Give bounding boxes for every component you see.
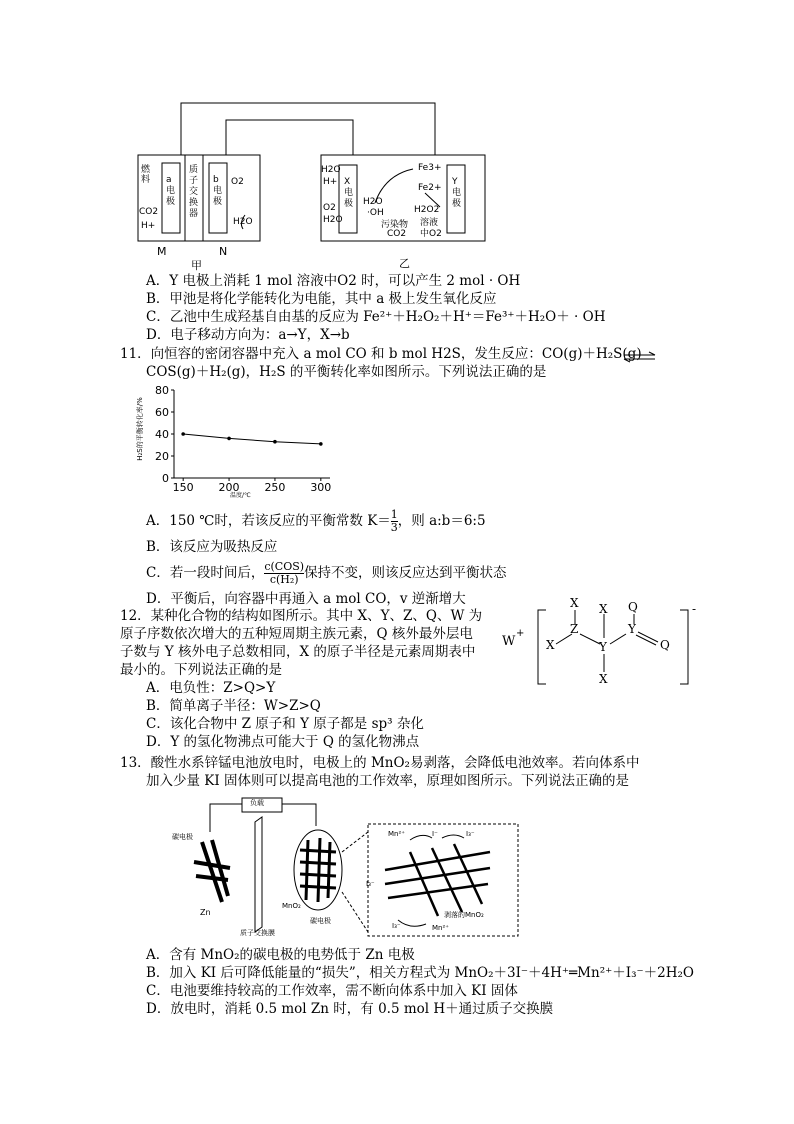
q10-option-d: D．电子移动方向为：a→Y，X→b: [146, 327, 350, 343]
x-electrode-label: X电极: [344, 177, 354, 209]
q10-option-b: B．甲池是将化学能转化为电能，其中 a 极上发生氧化反应: [146, 291, 497, 307]
chart-series-line: [183, 434, 321, 444]
yi-caption: 乙: [399, 257, 410, 270]
atom-y-center: Y: [599, 640, 607, 654]
w-charge: +: [516, 628, 525, 639]
q11-option-a-pre: A．150 ℃时，若该反应的平衡常数 K＝: [146, 513, 391, 529]
q11-option-c: [146, 561, 507, 586]
q11-stem-line1: 11．向恒容的密闭容器中充入 a mol CO 和 b mol H2S，发生反应：CO(g)＋H₂S(g): [120, 346, 642, 362]
chart-y-tick-label: 20: [155, 450, 169, 463]
q12-stem-line4: 最小的。下列说法正确的是: [120, 662, 282, 678]
chart-x-tick-label: 250: [264, 481, 286, 492]
q11-option-c-post: 保持不变，则该反应达到平衡状态: [304, 565, 507, 581]
atom-x-bottom: X: [599, 672, 608, 686]
q11-option-c-pre: C．若一段时间后，: [146, 565, 265, 581]
chart-point: [319, 442, 323, 446]
q11-option-d: D．平衡后，向容器中再通入 a mol CO，v 逆渐增大: [146, 591, 466, 607]
ratio-denominator: c(H₂): [269, 573, 299, 586]
q12-option-c: C．该化合物中 Z 原子和 Y 原子都是 sp³ 杂化: [146, 716, 424, 732]
chart-y-tick-label: 0: [162, 472, 169, 485]
i-minus-top-label: I⁻: [432, 830, 438, 838]
mn2-top-label: Mn²⁺: [388, 830, 405, 838]
atom-x-top: X: [570, 596, 579, 610]
carbon-electrode-2-label: 碳电极: [310, 917, 331, 925]
fuel-label: 燃料: [141, 165, 151, 185]
h2o2-label: H2O2: [414, 205, 440, 215]
atom-x-left: X: [546, 638, 555, 652]
q11-option-b: B．该反应为吸热反应: [146, 539, 278, 555]
atom-w: W: [502, 634, 516, 649]
o2-right-label: O2: [323, 203, 336, 213]
h2s-conversion-chart: [135, 382, 340, 499]
i3-top-label: I₃⁻: [466, 830, 475, 838]
k-numerator: 1: [390, 508, 398, 521]
chart-point: [227, 437, 231, 441]
carbon-electrode-label: 碳电极: [172, 833, 193, 841]
oh-label: ·OH: [367, 208, 384, 218]
anion-charge: -: [692, 602, 697, 616]
chart-svg: [140, 382, 340, 492]
chart-point: [273, 440, 277, 444]
chart-x-tick-label: 300: [310, 481, 332, 492]
q13-stem-line1: 13．酸性水系锌锰电池放电时，电极上的 MnO₂易剥落，会降低电池效率。若向体系中: [120, 755, 640, 771]
h2o-right2-label: H2O: [323, 215, 343, 225]
q13-option-b: B．加入 KI 后可降低能量的“损失”，相关方程式为 MnO₂＋3I⁻＋4H⁺═Mn²⁺＋I₃⁻＋2H₂O: [146, 965, 694, 981]
ratio-fraction: [264, 561, 304, 586]
chart-xlabel: 温度/℃: [230, 492, 251, 499]
solution-o2-label: 溶液中O2: [420, 218, 442, 239]
chart-y-tick-label: 60: [155, 406, 169, 419]
atom-z: Z: [570, 622, 579, 636]
q12-stem-line3: 子数与 Y 核外电子总数相同，X 的原子半径是元素周期表中: [120, 644, 476, 660]
zn-label: Zn: [200, 908, 211, 917]
q13-stem-line2: 加入少量 KI 固体则可以提高电池的工作效率，原理如图所示。下列说法正确的是: [146, 773, 629, 789]
chart-x-tick-label: 150: [172, 481, 194, 492]
chart-y-tick-label: 40: [155, 428, 169, 441]
atom-y-right: Y: [628, 622, 636, 636]
q12-stem-line2: 原子序数依次增大的五种短周期主族元素，Q 核外最外层电: [120, 626, 473, 642]
q11-stem-line2: COS(g)＋H₂(g)，H₂S 的平衡转化率如图所示。下列说法正确的是: [146, 364, 547, 380]
pollutant-label: 污染物: [381, 220, 409, 230]
fe2-label: Fe2+: [418, 183, 442, 193]
h2o-right-label: H2O: [321, 165, 341, 175]
h-plus-label: H+: [141, 221, 156, 231]
load-label: 负载: [250, 799, 264, 807]
m-label: M: [157, 245, 167, 258]
chart-y-tick-label: 80: [155, 384, 169, 397]
q13-option-d: D．放电时，消耗 0.5 mol Zn 时，有 0.5 mol H＋通过质子交换膜: [146, 1001, 554, 1017]
fuel-cell-figure: [135, 95, 495, 275]
membrane-label: 质子交换器: [189, 165, 199, 219]
jia-caption: 甲: [191, 259, 202, 272]
h-right-label: H+: [323, 177, 338, 187]
q13-option-a: A．含有 MnO₂的碳电极的电势低于 Zn 电极: [146, 947, 415, 963]
ratio-numerator: c(COS): [264, 560, 305, 573]
fe3-label: Fe3+: [418, 163, 442, 173]
co2-right-label: CO2: [387, 229, 407, 239]
chart-ylabel: H₂S的平衡转化率/%: [135, 397, 144, 461]
i3-left-label: I₃⁻: [366, 880, 375, 888]
mn2-bottom-label: Mn²⁺: [432, 924, 449, 932]
q12-option-a: A．电负性：Z>Q>Y: [146, 680, 276, 696]
mno2-label: MnO₂: [282, 902, 301, 910]
atom-q-right: Q: [660, 638, 670, 652]
q12-option-b: B．简单离子半径：W>Z>Q: [146, 698, 321, 714]
co2-label: CO2: [139, 207, 159, 217]
battery-figure: [170, 792, 520, 940]
o2-left-label: O2: [231, 177, 244, 187]
h2o-left-label: H2O: [233, 217, 253, 227]
n-label: N: [219, 245, 228, 258]
q12-stem-line1: 12．某种化合物的结构如图所示。其中 X、Y、Z、Q、W 为: [120, 608, 483, 624]
atom-q-top: Q: [628, 600, 638, 614]
molecule-structure: [500, 596, 710, 691]
h2o-oh-label: H2O: [363, 197, 383, 207]
q10-option-a: A．Y 电极上消耗 1 mol 溶液中O2 时，可以产生 2 mol · OH: [146, 273, 521, 289]
k-denominator: 3: [390, 521, 398, 534]
b-electrode-label: b电极: [213, 175, 223, 207]
q10-option-c: C．乙池中生成羟基自由基的反应为 Fe²⁺＋H₂O₂＋H⁺＝Fe³⁺＋H₂O＋ · OH: [146, 309, 606, 325]
chart-point: [181, 432, 185, 436]
atom-x-top2: X: [599, 602, 608, 616]
peeled-mno2-label: 剥落的MnO₂: [444, 911, 484, 919]
q11-option-a: [146, 509, 486, 534]
q12-option-d: D．Y 的氢化物沸点可能大于 Q 的氢化物沸点: [146, 734, 420, 750]
equilibrium-arrow-icon: [623, 348, 657, 367]
a-electrode-label: a电极: [166, 175, 176, 207]
q11-option-a-post: ，则 a:b＝6:5: [397, 513, 486, 529]
y-electrode-label: Y电极: [452, 177, 462, 209]
membrane-label-13: 质子交换膜: [240, 929, 275, 937]
q13-option-c: C．电池要维持较高的工作效率，需不断向体系中加入 KI 固体: [146, 983, 518, 999]
i3-bottom-label: I₃⁻: [392, 922, 401, 930]
chart-x-tick-label: 200: [218, 481, 240, 492]
k-fraction: [391, 509, 398, 534]
